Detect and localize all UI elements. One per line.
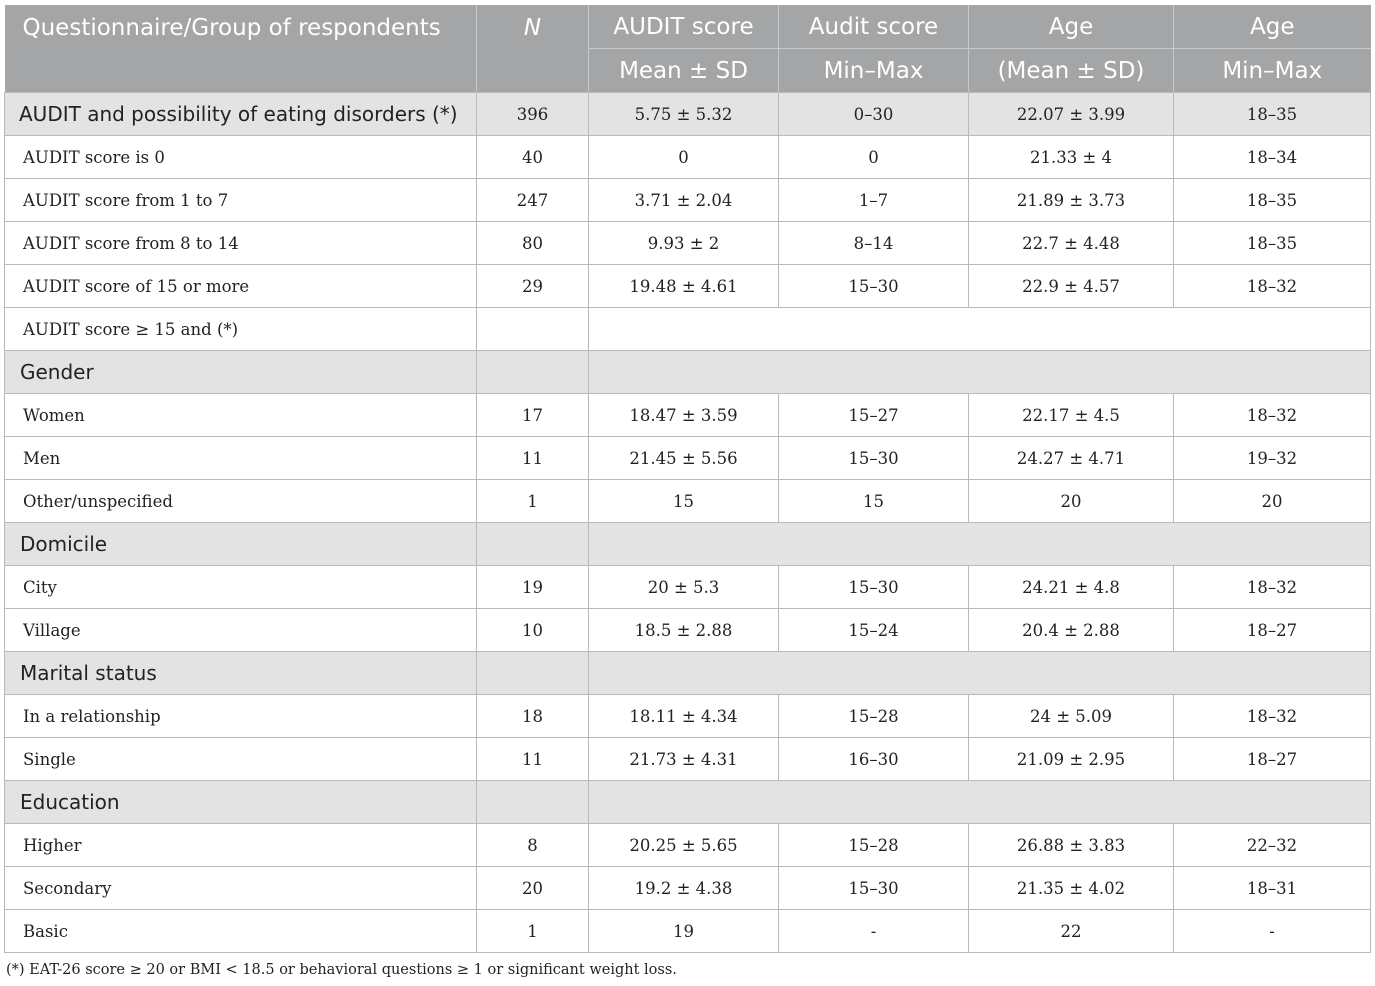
row-label: Women: [5, 394, 477, 437]
cell-age-range: 18–35: [1174, 179, 1371, 222]
table-row: [5, 136, 1371, 179]
cell-audit-range: 15–28: [779, 824, 969, 867]
table-header: [5, 5, 1371, 93]
table-row: [5, 179, 1371, 222]
cell-empty: [477, 308, 589, 351]
table-row: [5, 222, 1371, 265]
cell-age-range: 18–32: [1174, 394, 1371, 437]
table-row: [5, 480, 1371, 523]
cell-n: 40: [477, 136, 589, 179]
cell-n: 10: [477, 609, 589, 652]
table-row: [5, 566, 1371, 609]
cell-audit-range: 0–30: [779, 93, 969, 136]
footnote: (*) EAT-26 score ≥ 20 or BMI < 18.5 or behavioral questions ≥ 1 or significant weight loss.: [6, 962, 677, 978]
header-age-mean-bottom: (Mean ± SD): [969, 49, 1174, 93]
cell-age-mean: 22.17 ± 4.5: [969, 394, 1174, 437]
cell-age-mean: 26.88 ± 3.83: [969, 824, 1174, 867]
cell-age-range: 19–32: [1174, 437, 1371, 480]
cell-n: 29: [477, 265, 589, 308]
section-row: [5, 781, 1371, 824]
cell-audit-range: 1–7: [779, 179, 969, 222]
cell-age-range: 18–32: [1174, 695, 1371, 738]
cell-age-mean: 24.21 ± 4.8: [969, 566, 1174, 609]
cell-n: 11: [477, 437, 589, 480]
cell-empty: [477, 781, 589, 824]
cell-audit-mean: 19.2 ± 4.38: [589, 867, 779, 910]
cell-audit-range: 15–28: [779, 695, 969, 738]
cell-n: 18: [477, 695, 589, 738]
cell-empty-span: [589, 781, 1371, 824]
cell-age-range: 18–31: [1174, 867, 1371, 910]
cell-n: 396: [477, 93, 589, 136]
cell-age-mean: 21.33 ± 4: [969, 136, 1174, 179]
cell-n: 1: [477, 910, 589, 953]
table-row: [5, 609, 1371, 652]
cell-audit-range: 15–27: [779, 394, 969, 437]
section-row: [5, 652, 1371, 695]
header-audit-range-bottom: Min–Max: [779, 49, 969, 93]
cell-audit-range: 16–30: [779, 738, 969, 781]
row-label: AUDIT and possibility of eating disorders (*): [5, 93, 477, 136]
table-row: [5, 910, 1371, 953]
cell-empty-span: [589, 523, 1371, 566]
table-row: [5, 437, 1371, 480]
cell-audit-range: 0: [779, 136, 969, 179]
row-label: In a relationship: [5, 695, 477, 738]
cell-n: 247: [477, 179, 589, 222]
cell-audit-range: 15–30: [779, 265, 969, 308]
header-n: N: [477, 5, 589, 93]
cell-audit-mean: 18.11 ± 4.34: [589, 695, 779, 738]
cell-n: 20: [477, 867, 589, 910]
table-container: [4, 5, 1370, 953]
section-row: [5, 351, 1371, 394]
cell-audit-mean: 15: [589, 480, 779, 523]
table-row: [5, 867, 1371, 910]
cell-audit-mean: 9.93 ± 2: [589, 222, 779, 265]
cell-audit-mean: 18.5 ± 2.88: [589, 609, 779, 652]
cell-n: 1: [477, 480, 589, 523]
cell-audit-mean: 20.25 ± 5.65: [589, 824, 779, 867]
header-age-mean-top: Age: [969, 5, 1174, 49]
row-label: AUDIT score from 1 to 7: [5, 179, 477, 222]
row-label: Education: [5, 781, 477, 824]
cell-age-range: 18–27: [1174, 738, 1371, 781]
cell-audit-mean: 3.71 ± 2.04: [589, 179, 779, 222]
cell-age-range: 18–32: [1174, 265, 1371, 308]
cell-audit-mean: 21.45 ± 5.56: [589, 437, 779, 480]
cell-n: 19: [477, 566, 589, 609]
table-row: [5, 394, 1371, 437]
cell-audit-range: 15–30: [779, 867, 969, 910]
cell-audit-range: 8–14: [779, 222, 969, 265]
cell-audit-mean: 0: [589, 136, 779, 179]
cell-audit-range: -: [779, 910, 969, 953]
cell-empty-span: [589, 308, 1371, 351]
header-age-range-bottom: Min–Max: [1174, 49, 1371, 93]
cell-age-range: 18–34: [1174, 136, 1371, 179]
table-row: [5, 93, 1371, 136]
cell-audit-mean: 19: [589, 910, 779, 953]
cell-age-mean: 22.07 ± 3.99: [969, 93, 1174, 136]
row-label: Secondary: [5, 867, 477, 910]
cell-age-range: 20: [1174, 480, 1371, 523]
header-audit-mean-top: AUDIT score: [589, 5, 779, 49]
cell-audit-range: 15–30: [779, 437, 969, 480]
cell-audit-range: 15: [779, 480, 969, 523]
cell-age-mean: 21.09 ± 2.95: [969, 738, 1174, 781]
cell-age-mean: 22: [969, 910, 1174, 953]
row-label: Men: [5, 437, 477, 480]
header-group: Questionnaire/Group of respondents: [5, 5, 477, 93]
row-label: Higher: [5, 824, 477, 867]
cell-age-range: 18–32: [1174, 566, 1371, 609]
row-label: AUDIT score is 0: [5, 136, 477, 179]
cell-age-mean: 21.89 ± 3.73: [969, 179, 1174, 222]
cell-age-range: -: [1174, 910, 1371, 953]
header-audit-range-top: Audit score: [779, 5, 969, 49]
cell-age-mean: 22.7 ± 4.48: [969, 222, 1174, 265]
table-row: [5, 265, 1371, 308]
cell-age-range: 18–35: [1174, 93, 1371, 136]
cell-age-mean: 21.35 ± 4.02: [969, 867, 1174, 910]
cell-empty-span: [589, 652, 1371, 695]
row-label: AUDIT score from 8 to 14: [5, 222, 477, 265]
row-label: City: [5, 566, 477, 609]
data-table: [4, 5, 1371, 953]
cell-age-range: 18–27: [1174, 609, 1371, 652]
cell-audit-mean: 20 ± 5.3: [589, 566, 779, 609]
cell-empty: [477, 351, 589, 394]
row-label: AUDIT score ≥ 15 and (*): [5, 308, 477, 351]
cell-n: 11: [477, 738, 589, 781]
cell-age-mean: 22.9 ± 4.57: [969, 265, 1174, 308]
cell-audit-mean: 5.75 ± 5.32: [589, 93, 779, 136]
row-label: Village: [5, 609, 477, 652]
cell-audit-range: 15–30: [779, 566, 969, 609]
row-label: Other/unspecified: [5, 480, 477, 523]
cell-age-mean: 24.27 ± 4.71: [969, 437, 1174, 480]
section-row: [5, 523, 1371, 566]
row-label: Gender: [5, 351, 477, 394]
row-label: AUDIT score of 15 or more: [5, 265, 477, 308]
cell-age-range: 18–35: [1174, 222, 1371, 265]
table-row: [5, 738, 1371, 781]
cell-n: 80: [477, 222, 589, 265]
table-row: [5, 308, 1371, 351]
cell-age-mean: 20: [969, 480, 1174, 523]
row-label: Marital status: [5, 652, 477, 695]
cell-age-mean: 20.4 ± 2.88: [969, 609, 1174, 652]
row-label: Single: [5, 738, 477, 781]
cell-audit-mean: 21.73 ± 4.31: [589, 738, 779, 781]
cell-n: 8: [477, 824, 589, 867]
cell-n: 17: [477, 394, 589, 437]
cell-age-mean: 24 ± 5.09: [969, 695, 1174, 738]
cell-age-range: 22–32: [1174, 824, 1371, 867]
header-age-range-top: Age: [1174, 5, 1371, 49]
cell-audit-range: 15–24: [779, 609, 969, 652]
table-row: [5, 824, 1371, 867]
cell-audit-mean: 19.48 ± 4.61: [589, 265, 779, 308]
table-row: [5, 695, 1371, 738]
cell-empty-span: [589, 351, 1371, 394]
cell-empty: [477, 652, 589, 695]
cell-empty: [477, 523, 589, 566]
cell-audit-mean: 18.47 ± 3.59: [589, 394, 779, 437]
row-label: Domicile: [5, 523, 477, 566]
row-label: Basic: [5, 910, 477, 953]
table-body: [5, 93, 1371, 953]
header-audit-mean-bottom: Mean ± SD: [589, 49, 779, 93]
